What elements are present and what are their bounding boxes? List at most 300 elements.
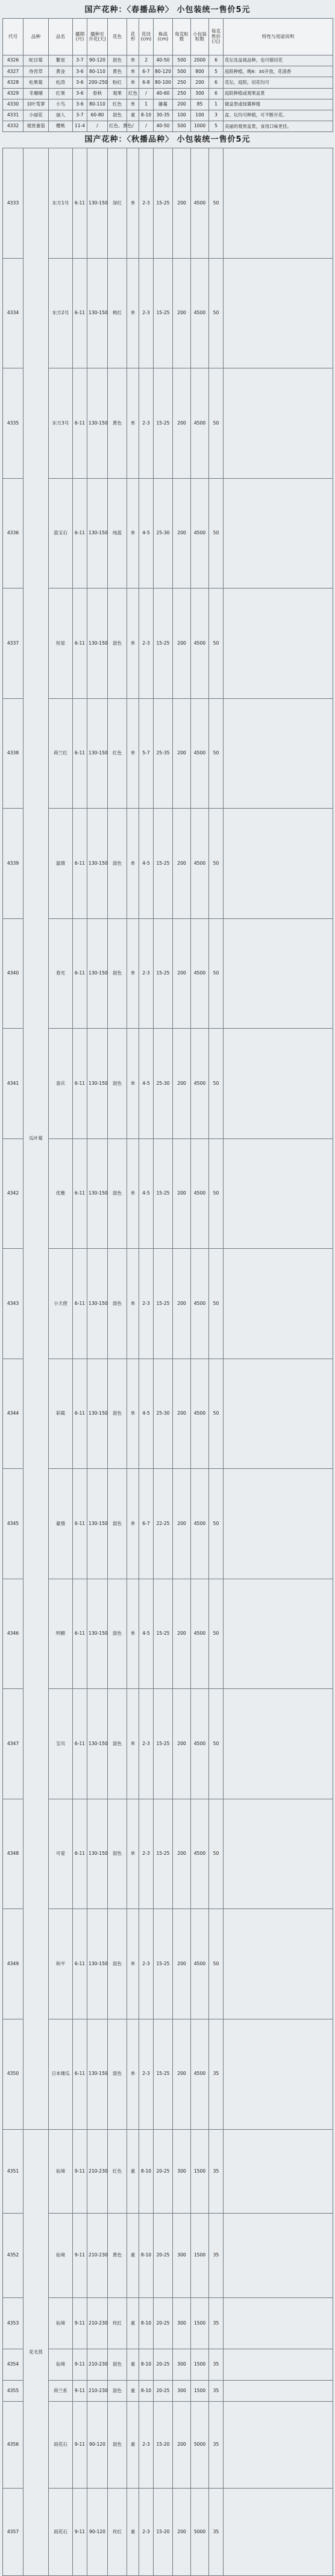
table-cell: 混色: [108, 1579, 127, 1689]
header-variety: 品种: [23, 19, 49, 55]
table-cell: 5: [209, 121, 224, 132]
table-cell: 混色: [108, 55, 127, 66]
table-cell: 15-25: [154, 2019, 173, 2129]
table-cell: [224, 2489, 333, 2575]
header-name: 品名: [49, 19, 73, 55]
table-cell: 4500: [191, 1249, 209, 1359]
table-cell: 混色: [108, 1689, 127, 1799]
table-cell: 90-120: [87, 2401, 108, 2488]
table-cell: 单: [127, 1469, 139, 1579]
table-row: [3, 478, 333, 589]
table-cell: 单: [127, 589, 139, 699]
table-cell: 4344: [3, 1359, 23, 1469]
table-cell: 4327: [3, 66, 23, 77]
table-cell: 仙境: [49, 2297, 73, 2349]
table-cell: 9-11: [73, 2349, 87, 2381]
table-row: [3, 1469, 333, 1579]
table-cell: 雨花石: [49, 2401, 73, 2488]
table-cell: 4500: [191, 258, 209, 368]
table-cell: 300: [191, 88, 209, 99]
table-cell: 6-7: [139, 66, 154, 77]
table-cell: 单: [127, 698, 139, 809]
table-cell: 单: [127, 258, 139, 368]
table-cell: 6-11: [73, 1029, 87, 1139]
table-cell: 15-25: [154, 1909, 173, 2019]
table-cell: 单: [127, 809, 139, 919]
table-cell: 35: [209, 2401, 224, 2488]
table-cell: 250: [173, 88, 191, 99]
table-row: [3, 1909, 333, 2019]
table-cell: 红色: [127, 88, 139, 99]
table-cell: 观果: [108, 88, 127, 99]
table-cell: 80-100: [154, 77, 173, 88]
table-cell: 红色: [108, 99, 127, 110]
table-row: [3, 1249, 333, 1359]
table-cell: 20-25: [154, 2214, 173, 2298]
table-cell: 3-6: [73, 88, 87, 99]
table-cell: 2-3: [139, 1799, 154, 1909]
table-cell: 50: [209, 368, 224, 479]
table-cell: 35: [209, 2297, 224, 2349]
table-cell: 仙境: [49, 2349, 73, 2381]
table-cell: 40-50: [154, 55, 173, 66]
table-cell: 250: [173, 77, 191, 88]
table-cell: 单: [127, 148, 139, 259]
header-code: 代号: [3, 19, 23, 55]
table-cell: 1: [139, 99, 154, 110]
table-row: [3, 809, 333, 919]
table-cell: 4500: [191, 809, 209, 919]
table-row: [3, 2019, 333, 2129]
table-cell: 50: [209, 148, 224, 259]
table-cell: 80-120: [154, 66, 173, 77]
table-cell: 混色: [108, 2019, 127, 2129]
table-cell: 200: [173, 698, 191, 809]
table-cell: 85: [191, 99, 209, 110]
table-cell: 100: [173, 110, 191, 121]
table-cell: 单: [127, 1579, 139, 1689]
header-pack-count: 小包装粒数: [191, 19, 209, 55]
table-cell: 羽叶茑萝: [23, 99, 49, 110]
table-cell: 130-150: [87, 589, 108, 699]
table-cell: 90-120: [87, 2489, 108, 2575]
table-cell: 深红: [108, 148, 127, 259]
autumn-title: 国产花种：〈秋播品种〉 小包装统一售价5元: [84, 135, 251, 145]
table-cell: 单: [127, 368, 139, 479]
table-cell: 15-25: [154, 1799, 173, 1909]
table-cell: 15-25: [154, 589, 173, 699]
table-cell: [224, 1138, 333, 1249]
table-cell: 做盆景或绿篱种植: [224, 99, 333, 110]
table-cell: 100: [191, 110, 209, 121]
table-cell: 4339: [3, 809, 23, 919]
table-cell: 300: [173, 2349, 191, 2381]
table-row: [3, 1799, 333, 1909]
table-cell: 50: [209, 1029, 224, 1139]
table-cell: 40-60: [154, 88, 173, 99]
table-cell: 130-150: [87, 1029, 108, 1139]
table-cell: 35: [209, 2019, 224, 2129]
table-cell: [224, 478, 333, 589]
table-cell: 混色: [108, 1029, 127, 1139]
table-cell: 2-3: [139, 2401, 154, 2488]
table-cell: 3-6: [73, 99, 87, 110]
table-cell: 9-11: [73, 2129, 87, 2214]
table-cell: 4332: [3, 121, 23, 132]
table-cell: 35: [209, 2214, 224, 2298]
table-cell: 130-150: [87, 698, 108, 809]
table-cell: 25-30: [154, 1029, 173, 1139]
table-row: [3, 88, 333, 99]
table-cell: [224, 589, 333, 699]
table-cell: 重: [127, 2129, 139, 2214]
table-cell: 混色: [108, 1799, 127, 1909]
table-cell: 重: [127, 2401, 139, 2488]
table-cell: 500: [173, 121, 191, 132]
table-row: [3, 258, 333, 368]
table-cell: 4-5: [139, 1029, 154, 1139]
table-row: [3, 1579, 333, 1689]
table-cell: 8-10: [139, 2214, 154, 2298]
table-cell: 1500: [191, 2214, 209, 2298]
table-cell: 可爱: [49, 1799, 73, 1909]
table-cell: 130-150: [87, 1579, 108, 1689]
table-cell: 2000: [191, 55, 209, 66]
table-cell: 单: [127, 55, 139, 66]
table-cell: 4353: [3, 2297, 23, 2349]
table-cell: 红色、黄色: [108, 121, 127, 132]
table-cell: /: [139, 88, 154, 99]
table-cell: 8-10: [139, 2380, 154, 2401]
table-cell: 210-230: [87, 2297, 108, 2349]
table-cell: 300: [173, 2380, 191, 2401]
table-cell: 500: [173, 55, 191, 66]
table-cell: 130-150: [87, 368, 108, 479]
table-cell: 6-8: [139, 77, 154, 88]
table-cell: 200: [173, 478, 191, 589]
table-cell: 混色: [108, 2380, 127, 2401]
table-cell: 4355: [3, 2380, 23, 2401]
table-cell: 200: [173, 1469, 191, 1579]
table-cell: 春光: [49, 918, 73, 1029]
table-row: [3, 2214, 333, 2298]
table-cell: 仙境: [49, 2214, 73, 2298]
table-cell: 6-11: [73, 148, 87, 259]
table-cell: 35: [209, 2129, 224, 2214]
table-cell: [224, 1689, 333, 1799]
table-row: [3, 110, 333, 121]
table-cell: 丽人: [49, 110, 73, 121]
group-name-ranunculus: 花毛茛: [23, 2129, 49, 2575]
table-row: [3, 2380, 333, 2401]
table-cell: 90-120: [87, 55, 108, 66]
table-cell: 4500: [191, 1579, 209, 1689]
table-cell: 4500: [191, 478, 209, 589]
table-cell: 8-10: [139, 2297, 154, 2349]
table-cell: 20-25: [154, 2380, 173, 2401]
table-cell: 300: [173, 2214, 191, 2298]
table-cell: 300: [173, 2297, 191, 2349]
table-cell: 80-110: [87, 99, 108, 110]
table-cell: 15-25: [154, 1579, 173, 1689]
table-cell: 4500: [191, 1689, 209, 1799]
table-cell: 200: [173, 1799, 191, 1909]
header-days-to-bloom: 播种至开花(天): [87, 19, 108, 55]
table-cell: 和平: [49, 1909, 73, 2019]
table-cell: 蓝宝石: [49, 478, 73, 589]
table-cell: 重: [127, 2380, 139, 2401]
header-height: 株高(cm): [154, 19, 173, 55]
table-cell: 9-11: [73, 2214, 87, 2298]
table-cell: 2-3: [139, 2019, 154, 2129]
table-cell: 混色: [108, 918, 127, 1029]
table-cell: 50: [209, 918, 224, 1029]
table-cell: 200: [173, 148, 191, 259]
table-cell: 2-3: [139, 1909, 154, 2019]
table-cell: 重: [127, 110, 139, 121]
table-cell: 4500: [191, 1799, 209, 1909]
table-cell: 彩霞: [49, 1359, 73, 1469]
table-cell: 春秋: [87, 88, 108, 99]
table-cell: [224, 258, 333, 368]
table-cell: 200: [173, 1579, 191, 1689]
table-cell: 粉红: [108, 77, 127, 88]
table-cell: 2-3: [139, 258, 154, 368]
table-cell: 200: [173, 258, 191, 368]
table-cell: 花坛、庭院，切花均可: [224, 77, 333, 88]
table-cell: [224, 2349, 333, 2381]
table-cell: 宝贝: [49, 1689, 73, 1799]
table-cell: 混色: [108, 1909, 127, 2019]
table-cell: 9-11: [73, 2297, 87, 2349]
table-cell: 300: [173, 2129, 191, 2214]
table-cell: 单: [127, 99, 139, 110]
table-cell: 800: [191, 66, 209, 77]
table-cell: 冬珊瑚: [23, 88, 49, 99]
table-cell: 盆、坛均可种植，可不断开花。: [224, 110, 333, 121]
table-cell: 4-5: [139, 1579, 154, 1689]
table-cell: 仙境: [49, 2129, 73, 2214]
table-cell: 1000: [191, 121, 209, 132]
table-cell: 4342: [3, 1138, 23, 1249]
table-row: [3, 66, 333, 77]
table-cell: 混色: [108, 1249, 127, 1359]
table-cell: 6-11: [73, 1579, 87, 1689]
table-cell: 4-5: [139, 1359, 154, 1469]
table-cell: 重: [127, 2489, 139, 2575]
table-cell: /: [87, 121, 108, 132]
table-cell: 8-10: [139, 2349, 154, 2381]
table-cell: 4329: [3, 88, 23, 99]
table-cell: 4500: [191, 918, 209, 1029]
table-cell: 15-25: [154, 918, 173, 1029]
table-cell: 1500: [191, 2349, 209, 2381]
table-cell: 单: [127, 1909, 139, 2019]
table-cell: 庭院种植或观果盆景: [224, 88, 333, 99]
table-cell: 单: [127, 478, 139, 589]
table-cell: 9-11: [73, 2401, 87, 2488]
table-cell: 15-25: [154, 809, 173, 919]
table-cell: 130-150: [87, 1909, 108, 2019]
table-cell: 3-6: [73, 66, 87, 77]
table-cell: 单: [127, 1359, 139, 1469]
table-cell: [224, 2214, 333, 2298]
table-cell: 9-11: [73, 2380, 87, 2401]
table-cell: 6-7: [139, 1469, 154, 1579]
table-cell: 4500: [191, 2019, 209, 2129]
table-cell: 4336: [3, 478, 23, 589]
table-cell: 15-25: [154, 258, 173, 368]
table-cell: 4335: [3, 368, 23, 479]
table-cell: 80-110: [87, 66, 108, 77]
table-cell: 130-150: [87, 1469, 108, 1579]
table-cell: 6-11: [73, 2019, 87, 2129]
table-cell: 桃红: [108, 258, 127, 368]
table-cell: 单: [127, 66, 139, 77]
table-cell: 4331: [3, 110, 23, 121]
table-cell: 50: [209, 698, 224, 809]
table-cell: 50: [209, 1799, 224, 1909]
table-cell: 喜庆: [49, 1029, 73, 1139]
table-cell: 荷兰系: [49, 2380, 73, 2401]
table-cell: 单: [127, 1029, 139, 1139]
table-row: [3, 1689, 333, 1799]
table-cell: 樱桃: [49, 121, 73, 132]
table-cell: 200: [173, 1359, 191, 1469]
table-cell: 单: [127, 2019, 139, 2129]
table-cell: 单: [127, 77, 139, 88]
table-row: [3, 55, 333, 66]
table-cell: 15-25: [154, 368, 173, 479]
table-row: [3, 2401, 333, 2488]
group-name-cineraria: 瓜叶菊: [23, 148, 49, 2129]
table-cell: 4333: [3, 148, 23, 259]
table-cell: 黄金: [49, 66, 73, 77]
table-cell: 15-25: [154, 1689, 173, 1799]
header-price-per-gram: 每克售价(元): [209, 19, 224, 55]
table-cell: [224, 2401, 333, 2488]
table-cell: 6: [209, 77, 224, 88]
table-cell: 繁星: [49, 55, 73, 66]
table-row: [3, 698, 333, 809]
header-form: 花形: [127, 19, 139, 55]
table-cell: 200: [173, 2401, 191, 2488]
table-cell: 1500: [191, 2380, 209, 2401]
table-cell: 混色: [108, 809, 127, 919]
table-cell: 4346: [3, 1579, 23, 1689]
table-cell: 松涛: [49, 77, 73, 88]
table-cell: 4500: [191, 1029, 209, 1139]
table-cell: [224, 918, 333, 1029]
table-cell: 4500: [191, 589, 209, 699]
table-cell: 25-35: [154, 698, 173, 809]
table-row: [3, 2489, 333, 2575]
table-cell: 2-3: [139, 589, 154, 699]
table-row: [3, 77, 333, 88]
table-cell: 200: [173, 809, 191, 919]
table-cell: [224, 1579, 333, 1689]
table-cell: 花坛及盆栽品种，也可做切花: [224, 55, 333, 66]
table-cell: 东方2号: [49, 258, 73, 368]
table-cell: 4343: [3, 1249, 23, 1359]
table-cell: 4-5: [139, 1138, 154, 1249]
table-cell: 4-5: [139, 809, 154, 919]
table-cell: 混色: [108, 1469, 127, 1579]
table-cell: 恒星: [49, 589, 73, 699]
table-cell: 4-5: [139, 478, 154, 589]
table-cell: 4500: [191, 1359, 209, 1469]
table-cell: 松果菊: [23, 77, 49, 88]
table-cell: 5: [209, 66, 224, 77]
table-cell: 4328: [3, 77, 23, 88]
table-row: [3, 148, 333, 259]
table-cell: 混色: [108, 2349, 127, 2381]
table-cell: 1: [209, 99, 224, 110]
table-cell: 130-150: [87, 1249, 108, 1359]
table-cell: 4500: [191, 698, 209, 809]
table-cell: 25-30: [154, 478, 173, 589]
table-cell: 15-25: [154, 148, 173, 259]
table-cell: 200: [173, 2019, 191, 2129]
table-cell: 35: [209, 2349, 224, 2381]
table-cell: 蛇目菊: [23, 55, 49, 66]
table-cell: 混色: [108, 1359, 127, 1469]
table-cell: 6-11: [73, 1249, 87, 1359]
table-cell: 130-150: [87, 148, 108, 259]
table-cell: [224, 2380, 333, 2401]
table-cell: 小鸟: [49, 99, 73, 110]
table-cell: 130-150: [87, 1799, 108, 1909]
table-cell: 美丽的观赏盆景，食用口味更佳。: [224, 121, 333, 132]
table-cell: 11-4: [73, 121, 87, 132]
table-cell: 待宵草: [23, 66, 49, 77]
table-row: [3, 2349, 333, 2381]
table-cell: 4500: [191, 1909, 209, 2019]
table-cell: 210-230: [87, 2214, 108, 2298]
table-cell: 20-25: [154, 2129, 173, 2214]
table-cell: 重: [127, 2297, 139, 2349]
table-cell: 2-3: [139, 1249, 154, 1359]
table-cell: 单: [127, 1249, 139, 1359]
table-cell: 4341: [3, 1029, 23, 1139]
table-cell: 22-25: [154, 1469, 173, 1579]
table-cell: 4348: [3, 1799, 23, 1909]
table-cell: 3-7: [73, 55, 87, 66]
table-cell: 混色: [108, 2401, 127, 2488]
catalog-sheet: [2, 2, 333, 2576]
table-cell: 6-11: [73, 698, 87, 809]
header-color: 花色: [108, 19, 127, 55]
table-cell: [224, 2019, 333, 2129]
table-row: [3, 99, 333, 110]
spring-title: 国产花种：〈春播品种〉 小包装统一售价5元: [84, 5, 251, 14]
table-cell: 40-50: [154, 121, 173, 132]
header-sow-period: 播期(月): [73, 19, 87, 55]
table-cell: 200: [173, 1249, 191, 1359]
table-row: [3, 1029, 333, 1139]
table-cell: 60-80: [87, 110, 108, 121]
table-cell: 20-25: [154, 2349, 173, 2381]
table-cell: [224, 2297, 333, 2349]
table-cell: 4350: [3, 2019, 23, 2129]
table-cell: 6-11: [73, 1799, 87, 1909]
table-cell: 庭院种植，晚8：30开放，花清香: [224, 66, 333, 77]
table-row: [3, 589, 333, 699]
table-cell: 20-25: [154, 2297, 173, 2349]
table-row: [3, 1359, 333, 1469]
table-cell: 130-150: [87, 478, 108, 589]
table-cell: 单: [127, 918, 139, 1029]
